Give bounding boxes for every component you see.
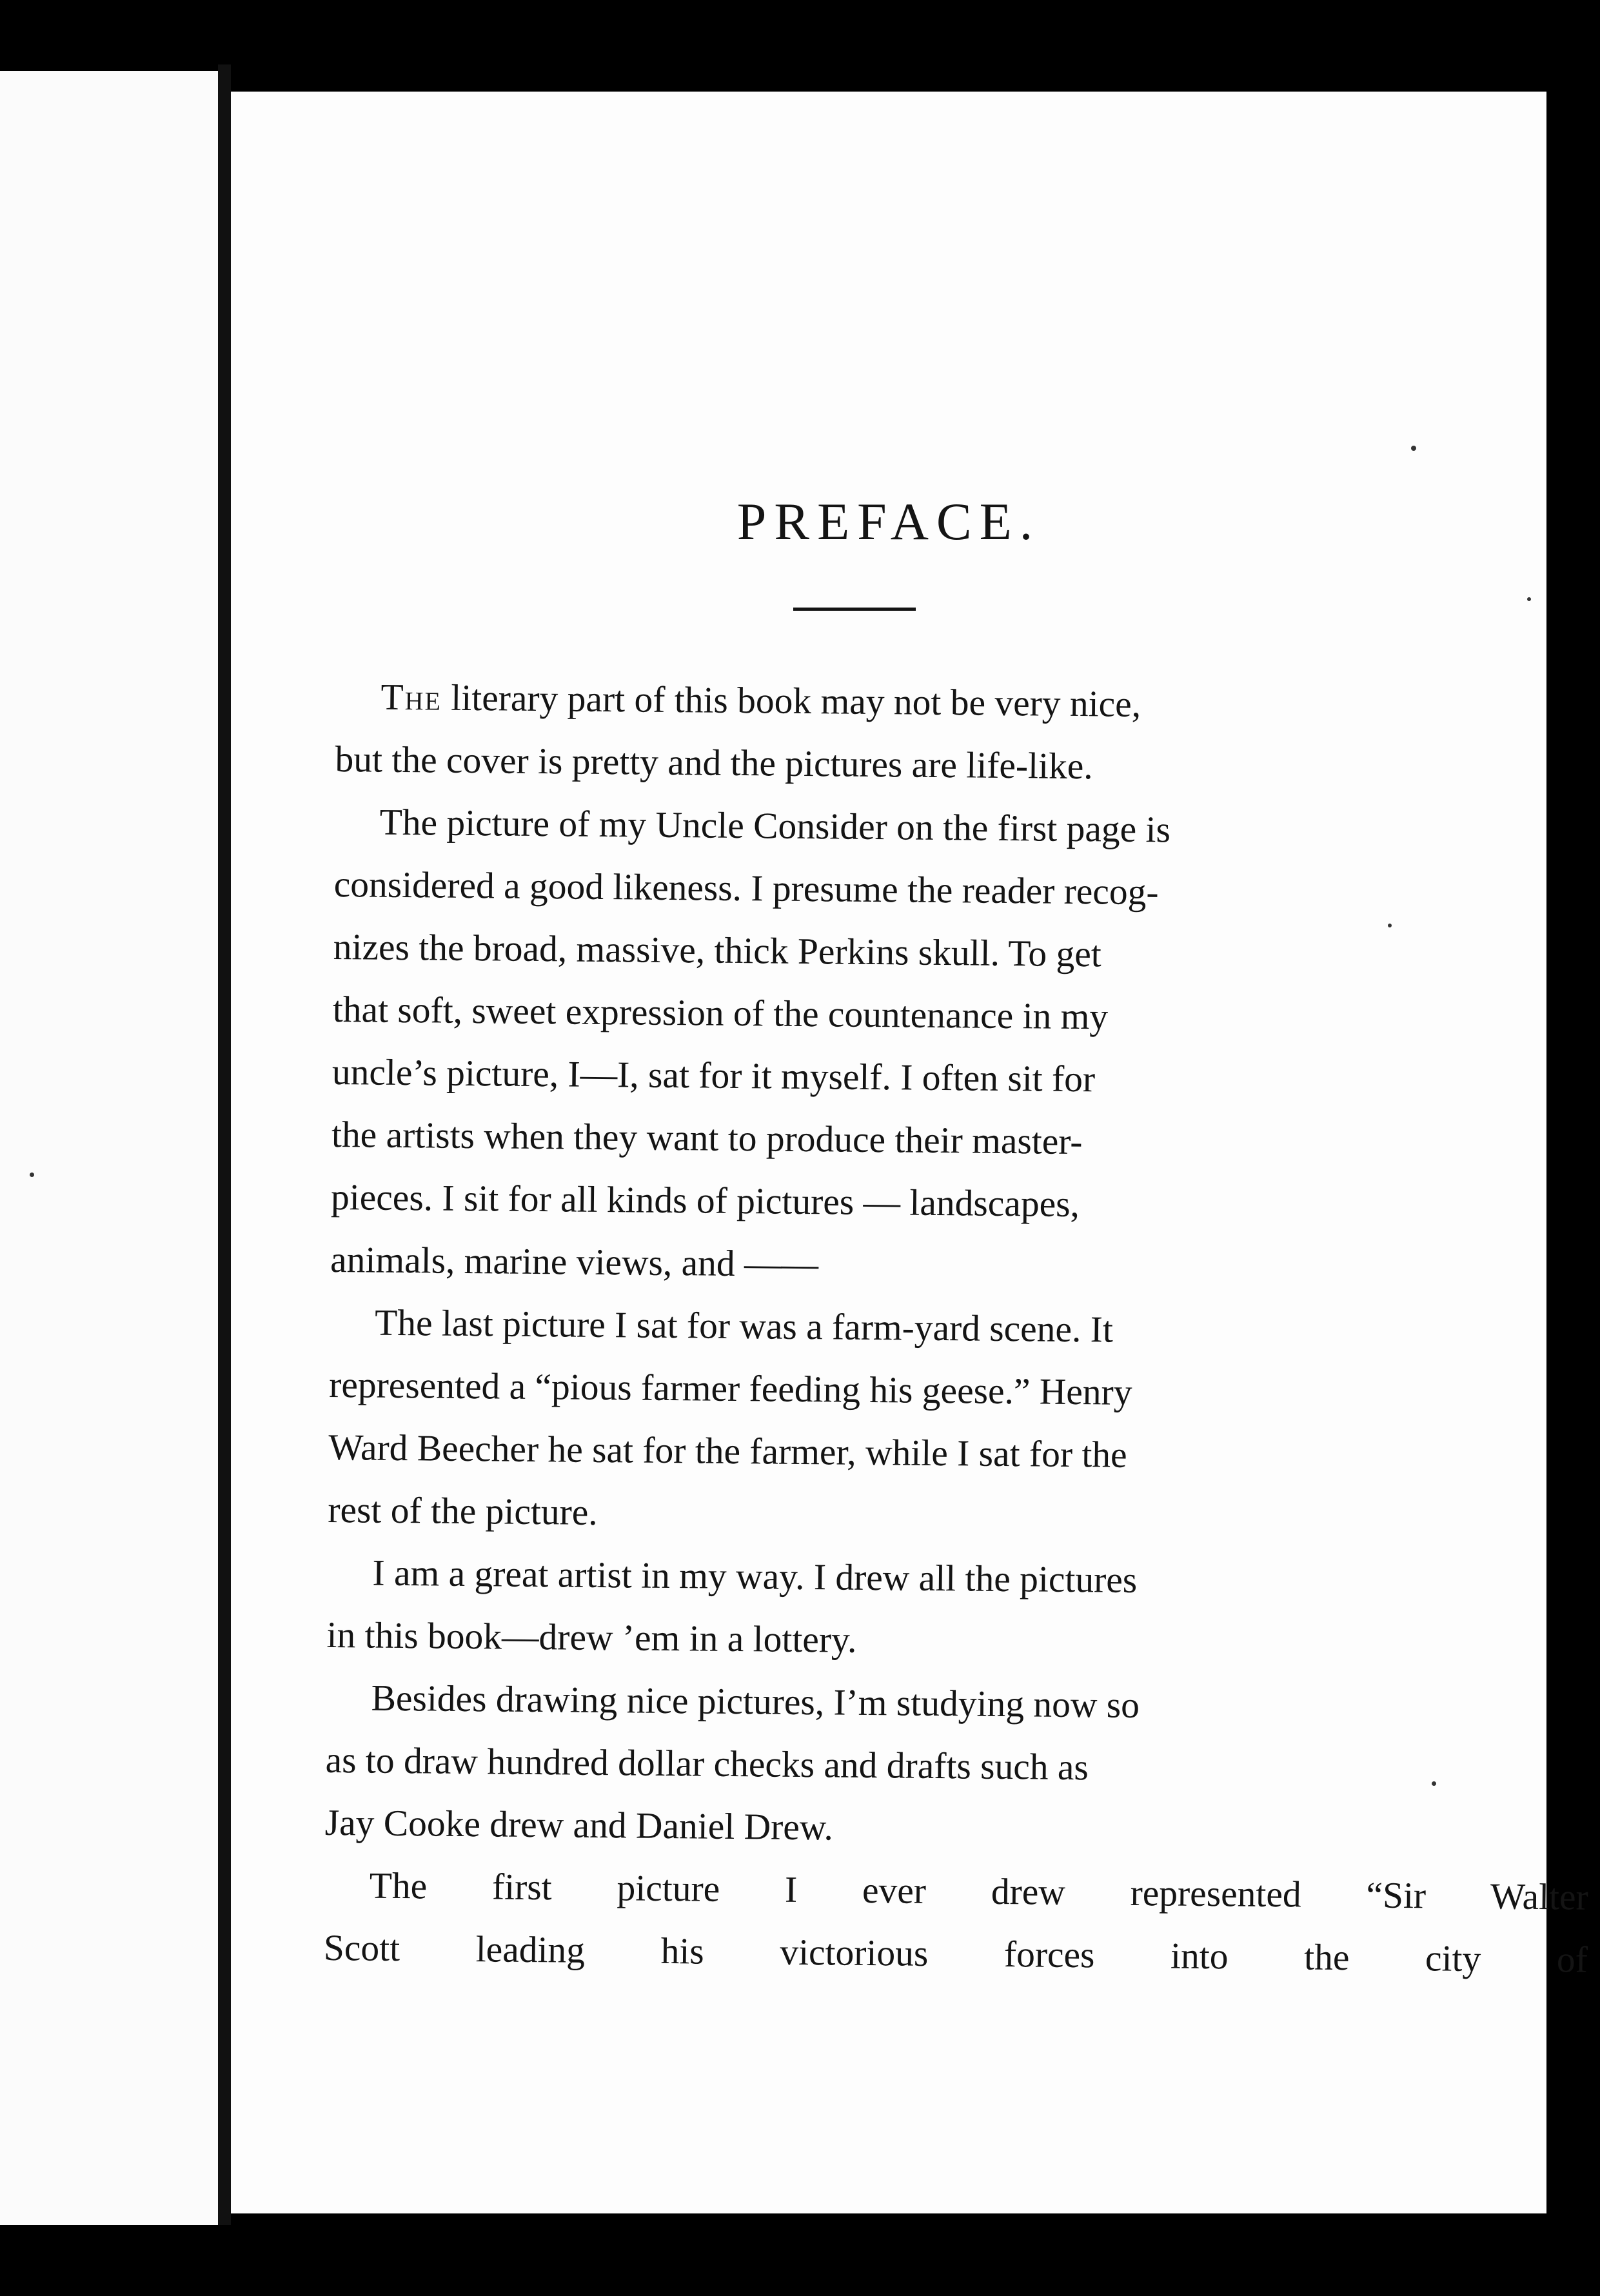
facing-page [0, 71, 218, 2225]
paper-speck [1411, 446, 1416, 451]
preface-body [323, 666, 1599, 1992]
paper-speck [30, 1173, 34, 1177]
book-page [231, 92, 1589, 2213]
opening-word: The [380, 677, 442, 718]
paragraph-1 [335, 666, 1600, 803]
paragraph-2: The picture of my Uncle Consider on the first page is considered a good likeness. I presume the reader recog- nizes the broad, massive, thick Perkins skull. To get that soft, sweet expression of the countenance in my uncle’s picture, I—I, sat for it myself. I often sit for the artists when they want to produce their master- pieces. I sit for all kinds of pictures — landscapes, animals, marine views, and —— [330, 802, 1171, 1285]
page-title: PREFACE. [736, 492, 1041, 551]
paper-speck [1388, 924, 1392, 927]
title-rule [793, 608, 916, 611]
paragraph-4: I am a great artist in my way. I drew all the pictures in this book—drew ’em in a lottery. [326, 1552, 1138, 1661]
paragraph-1-text: literary part of this book may not be very nice, but the cover is pretty and the pictures are life-like. [335, 677, 1141, 787]
paper-speck [1527, 597, 1531, 601]
book-gutter [218, 64, 231, 2225]
paper-speck [1432, 1781, 1436, 1786]
paragraph-6: The first picture I ever drew represented “Sir Walter Scott leading his victorious forces into the city of [323, 1865, 1589, 1981]
paragraph-5: Besides drawing nice pictures, I’m studying now so as to draw hundred dollar checks and drafts such as Jay Cooke drew and Daniel Drew. [324, 1677, 1140, 1848]
paragraph-3: The last picture I sat for was a farm-yard scene. It represented a “pious farmer feeding his geese.” Henry Ward Beecher he sat for the farmer, while I sat for the rest of the picture. [328, 1302, 1132, 1533]
